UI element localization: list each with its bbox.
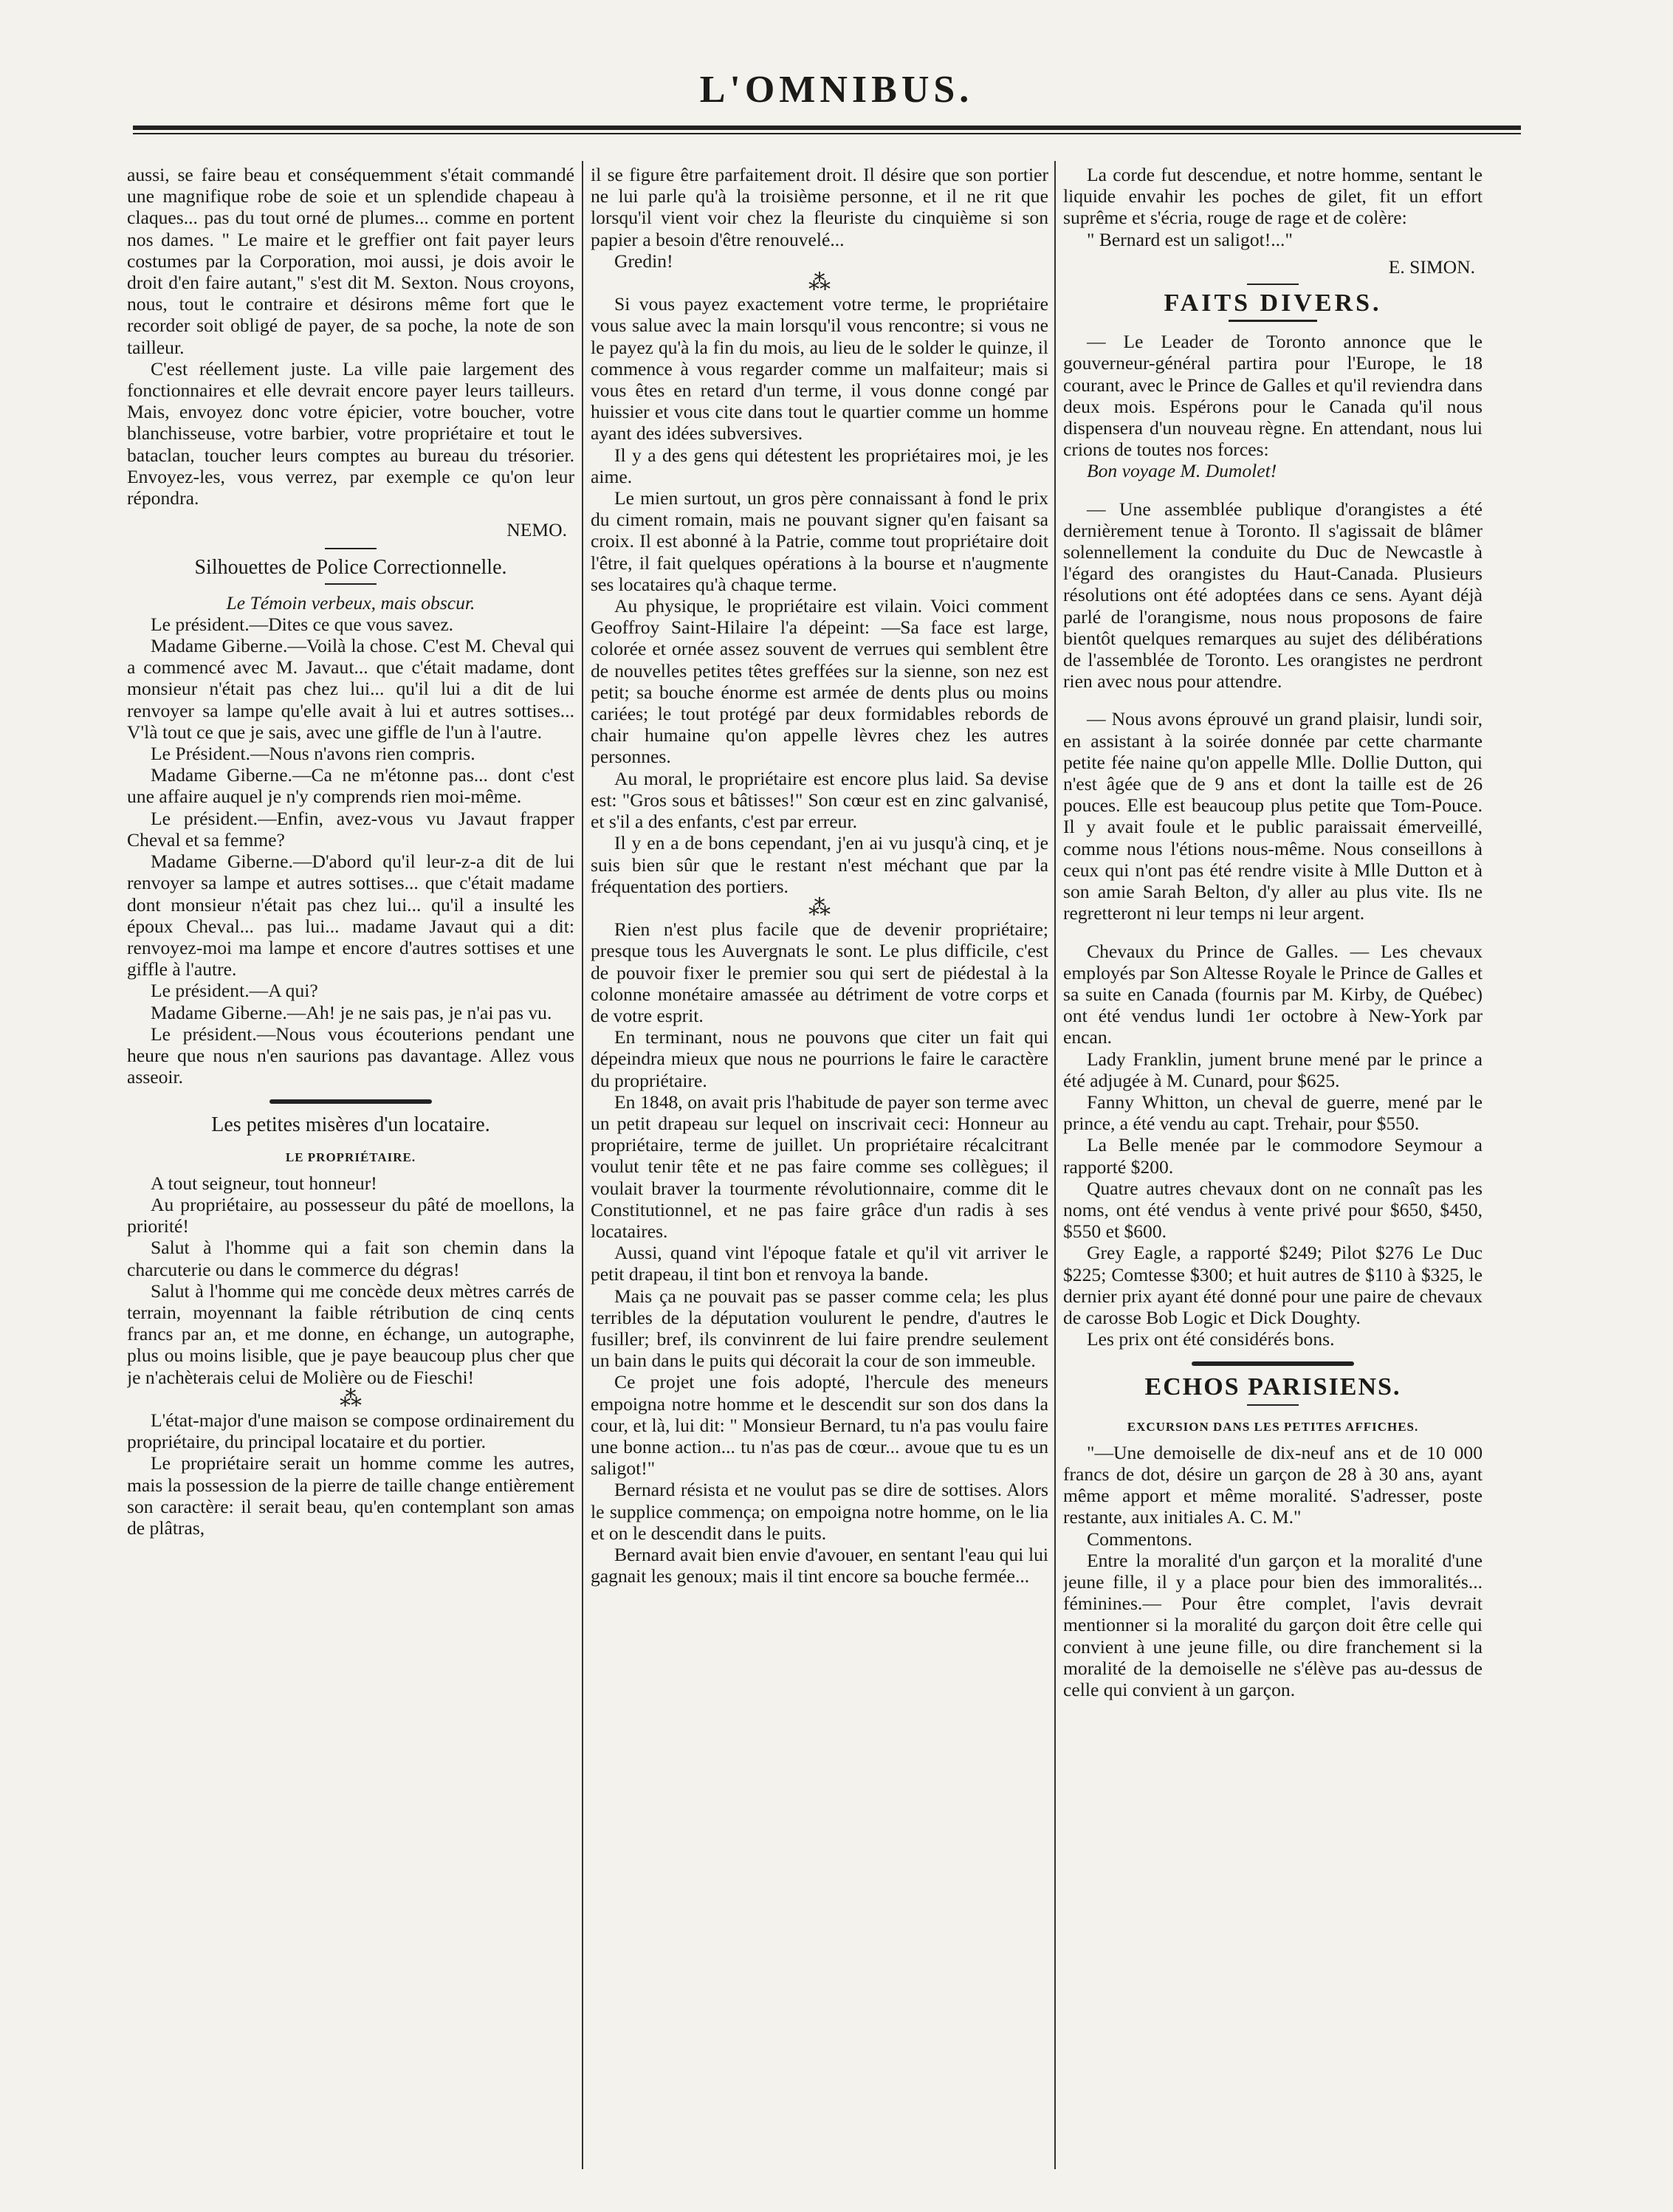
- news-item: Quatre autres chevaux dont on ne connaît pas les noms, ont été vendus à vente privé pour $650, $450, $550 et $600.: [1063, 1177, 1483, 1243]
- column-3: [1063, 164, 1483, 2172]
- news-item: Grey Eagle, a rapporté $249; Pilot $276 Le Duc $225; Comtesse $300; et huit autres de $110 à $325, le dernier prix ayant été donné pour une paire de chevaux de carosse Bob Logic et Dick Doughty.: [1063, 1242, 1483, 1328]
- section-separator: [1247, 1404, 1299, 1406]
- section-heading: Silhouettes de Police Correctionnelle.: [194, 556, 507, 580]
- article-paragraph: Le propriétaire serait un homme comme les autres, mais la possession de la pierre de taille change entièrement son caractère: il serait beau, qu'en contemplant son amas de plâtras,: [127, 1452, 574, 1539]
- article-paragraph: il se figure être parfaitement droit. Il désire que son portier ne lui parle qu'à la troisième personne, et il ne rit que lorsqu'il vient voir chez la fleuriste du cinquième si son papier a besoin d'être renouvelé...: [591, 164, 1048, 250]
- dialogue-line: Le président.—Enfin, avez-vous vu Javaut frapper Cheval et sa femme?: [127, 807, 574, 851]
- article-paragraph: Salut à l'homme qui a fait son chemin dans la charcuterie ou dans le commerce du dégras!: [127, 1237, 574, 1280]
- section-heading: FAITS DIVERS.: [1164, 289, 1382, 317]
- section-subheading: EXCURSION DANS LES PETITES AFFICHES.: [1127, 1419, 1419, 1434]
- dialogue-line: Le président.—Dites ce que vous savez.: [151, 613, 454, 635]
- spacer: [1063, 692, 1483, 708]
- article-paragraph: A tout seigneur, tout honneur!: [151, 1172, 377, 1194]
- author-signature: NEMO.: [506, 519, 567, 541]
- dialogue-line: Madame Giberne.—D'abord qu'il leur-z-a dit de lui renvoyer sa lampe et autres sottises... que c'était madame dont monsieur n'était pas chez lui... qu'il a insulté les époux Cheval... pas lui... madame Javaut qui a dit: renvoyez-moi ma lampe et encore d'autres sottises et une giffle à l'autre.: [127, 851, 574, 980]
- article-paragraph: Au moral, le propriétaire est encore plus laid. Sa devise est: "Gros sous et bâtisses!" Son cœur est en zinc galvanisé, et s'il a des enfants, c'est par erreur.: [591, 767, 1048, 833]
- spacer: [1063, 482, 1483, 498]
- article-paragraph: Bernard résista et ne voulut pas se dire de sottises. Alors le supplice commença; on empoigna notre homme, on le lia et on le descendit dans le puits.: [591, 1479, 1048, 1544]
- article-paragraph: " Bernard est un saligot!...": [1087, 228, 1293, 250]
- asterism: ⁂: [340, 1386, 362, 1411]
- article-paragraph: aussi, se faire beau et conséquemment s'était commandé une magnifique robe de soie et un splendide chapeau à claques... pas du tout orné de plumes... comme en portent nos dames. " Le maire et le greffier ont fait payer leurs costumes par la Corporation, moi aussi, je dois avoir le droit d'en faire autant," s'est dit M. Sexton. Nous croyons, nous, tout le contraire et désirons même fort que le recorder soit obligé de payer, de sa poche, la note de son tailleur.: [127, 164, 574, 358]
- asterism: ⁂: [808, 270, 831, 295]
- article-paragraph: Mais ça ne pouvait pas se passer comme cela; les plus terribles de la députation voulurent le pendre, d'autres le fusiller; bref, ils convinrent de lui faire prendre seulement un bain dans le puits qui décorait la cour de son immeuble.: [591, 1285, 1048, 1372]
- column-1: [127, 164, 574, 2172]
- article-paragraph: Si vous payez exactement votre terme, le propriétaire vous salue avec la main lorsqu'il vous rencontre; si vous ne le payez qu'à la fin du mois, au lieu de le solder le quinze, il commence à vous regarder comme un malfaiteur; mais si vous êtes en retard d'un terme, il vous donne congé par huissier et vous cite dans tout le quartier comme un homme ayant des idées subversives.: [591, 293, 1048, 444]
- article-paragraph: Il y a des gens qui détestent les propriétaires moi, je les aime.: [591, 444, 1048, 487]
- masthead-title: L'OMNIBUS.: [699, 69, 974, 111]
- article-paragraph: La corde fut descendue, et notre homme, sentant le liquide envahir les poches de gilet, fit un effort suprême et s'écria, rouge de rage et de colère:: [1063, 164, 1483, 229]
- dialogue-line: Madame Giberne.—Ah! je ne sais pas, je n'ai pas vu.: [151, 1001, 552, 1023]
- section-subheading: Le Témoin verbeux, mais obscur.: [226, 591, 475, 614]
- dialogue-line: Madame Giberne.—Voilà la chose. C'est M. Cheval qui a commencé avec M. Javaut... que c'était madame, dont monsieur n'était pas chez lui... qu'il lui a dit de lui renvoyer sa lampe qu'elle avait à lui et autres sottises... V'là tout ce que je sais, avec une giffle de l'un à l'autre.: [127, 635, 574, 743]
- article-paragraph: Le mien surtout, un gros père connaissant à fond le prix du ciment romain, mais ne pouvant signer qu'en faisant sa croix. Il est abonné à la Patrie, comme tout propriétaire doit l'être, il fait quelques opérations à la bourse et n'augmente ses locataires qu'à chaque terme.: [591, 487, 1048, 595]
- section-separator: [269, 1099, 432, 1104]
- dialogue-line: Le Président.—Nous n'avons rien compris.: [151, 743, 475, 765]
- dialogue-line: Madame Giberne.—Ca ne m'étonne pas... dont c'est une affaire auquel je n'y comprends rien moi-même.: [127, 764, 574, 808]
- spacer: [1063, 924, 1483, 941]
- column-2: [591, 164, 1048, 2172]
- article-paragraph: Commentons.: [1087, 1528, 1192, 1550]
- dialogue-line: Le président.—A qui?: [151, 980, 318, 1002]
- section-separator: [325, 583, 377, 585]
- news-item: La Belle menée par le commodore Seymour a rapporté $200.: [1063, 1134, 1483, 1178]
- classified-quote: "—Une demoiselle de dix-neuf ans et de 10 000 francs de dot, désire un garçon de 28 à 30 ans, ayant même apport et même moralité. S'adresser, poste restante, aux initiales A. C. M.": [1063, 1441, 1483, 1528]
- section-separator: [1192, 1361, 1354, 1366]
- article-paragraph: Salut à l'homme qui me concède deux mètres carrés de terrain, moyennant la faible rétribution de cinq cents francs par an, et me donne, en échange, un autographe, plus ou moins lisible, que je paye beaucoup plus cher que je n'achèterais celui de Molière ou de Fieschi!: [127, 1280, 574, 1388]
- news-item-exclamation: Bon voyage M. Dumolet!: [1087, 460, 1277, 482]
- article-paragraph: Rien n'est plus facile que de devenir propriétaire; presque tous les Auvergnats le sont. Le plus difficile, c'est de pouvoir fixer le premier sou qui sert de piédestal à la colonne monétaire amassée au détriment de votre corps et de votre esprit.: [591, 918, 1048, 1026]
- dialogue-line: Le président.—Nous vous écouterions pendant une heure que nous n'en saurions pas davantage. Allez vous asseoir.: [127, 1023, 574, 1088]
- article-paragraph: En terminant, nous ne pouvons que citer un fait qui dépeindra mieux que nous ne pourrions le faire le caractère du propriétaire.: [591, 1026, 1048, 1091]
- article-paragraph: Entre la moralité d'un garçon et la moralité d'une jeune fille, il y a place pour bien des immoralités... féminines.— Pour être complet, l'avis devrait mentionner si la moralité du garçon doit être celle qui convient à une jeune fille, ou dire franchement si la moralité de la demoiselle ne s'élève pas au-dessus de celle qui convient à un garçon.: [1063, 1549, 1483, 1700]
- section-separator: [325, 548, 377, 549]
- asterism: ⁂: [808, 895, 831, 920]
- news-item: Les prix ont été considérés bons.: [1087, 1328, 1335, 1350]
- article-paragraph: Au physique, le propriétaire est vilain. Voici comment Geoffroy Saint-Hilaire l'a dépeint: —Sa face est large, colorée et ornée assez souvent de verrues qui semblent être de nouvelles petites têtes greffées sur la sienne, son nez est petit; sa bouche énorme est armée de dents plus ou moins cariées; le tout protégé par deux formidables rebords de chair humaine qu'on appelle lèvres chez les autres personnes.: [591, 595, 1048, 768]
- section-separator: [1229, 320, 1317, 322]
- news-item: — Le Leader de Toronto annonce que le gouverneur-général partira pour l'Europe, le 18 courant, avec le Prince de Galles et qu'il reviendra dans deux mois. Espérons pour le Canada qu'il nous dispensera d'un nouveau règne. En attendant, nous lui crions de toutes nos forces:: [1063, 331, 1483, 461]
- masthead-rule: [133, 126, 1521, 130]
- author-signature: E. SIMON.: [1388, 255, 1475, 278]
- article-paragraph: Au propriétaire, au possesseur du pâté de moellons, la priorité!: [127, 1193, 574, 1237]
- article-paragraph: L'état-major d'une maison se compose ordinairement du propriétaire, du principal locataire et du portier.: [127, 1409, 574, 1453]
- article-paragraph: C'est réellement juste. La ville paie largement des fonctionnaires et elle devrait encore payer leurs tailleurs. Mais, envoyez donc votre épicier, votre boucher, votre blanchisseuse, votre barbier, votre propriétaire et tout le bataclan, toucher leurs comptes au bureau du trésorier. Envoyez-les, vous verrez, par exemple ce qu'on leur répondra.: [127, 357, 574, 509]
- section-heading: ECHOS PARISIENS.: [1144, 1373, 1401, 1401]
- news-item: Chevaux du Prince de Galles. — Les chevaux employés par Son Altesse Royale le Prince de Galles et sa suite en Canada (fournis par M. Kirby, de Québec) ont été vendus lundi 1er octobre à New-York par encan.: [1063, 940, 1483, 1048]
- news-item: — Nous avons éprouvé un grand plaisir, lundi soir, en assistant à la soirée donnée par cette charmante petite fée naine qu'on appelle Mlle. Dollie Dutton, qui n'est âgée que de 9 ans et dont la taille est de 26 pouces. Elle est beaucoup plus petite que Tom-Pouce. Il y avait foule et le public paraissait émerveillé, comme nous l'étions nous-même. Nous conseillons à ceux qui n'ont pas été rendre visite à Mlle Dutton et à son amie Sarah Belton, d'y aller au plus vite. Ils ne regretteront ni leur temps ni leur argent.: [1063, 708, 1483, 924]
- column-divider: [582, 161, 583, 2169]
- section-heading: Les petites misères d'un locataire.: [211, 1113, 490, 1137]
- column-divider: [1054, 161, 1056, 2169]
- article-paragraph: Gredin!: [614, 250, 673, 272]
- masthead-rule-thin: [133, 133, 1521, 134]
- article-paragraph: Il y en a de bons cependant, j'en ai vu jusqu'à cinq, et je suis bien sûr que le restant n'est méchant que par la fréquentation des portiers.: [591, 832, 1048, 897]
- news-item: Fanny Whitton, un cheval de guerre, mené par le prince, a été vendu au capt. Trehair, pour $550.: [1063, 1090, 1483, 1135]
- article-paragraph: En 1848, on avait pris l'habitude de payer son terme avec un petit drapeau sur lequel on inscrivait ceci: Honneur au propriétaire, terme de juillet. Un propriétaire récalcitrant voulut tenir tête et ne pas faire comme ses collègues; il voulait braver la tourmente révolutionnaire, comme dit le Constitutionnel, et ne pas faire grâce d'un radis à ses locataires.: [591, 1090, 1048, 1242]
- article-paragraph: Ce projet une fois adopté, l'hercule des meneurs empoigna notre homme et le descendit sur son dos dans la cour, et là, lui dit: " Monsieur Bernard, tu n'a pas voulu faire une bonne action... tu n'as pas de cœur... avoue que tu es un saligot!": [591, 1371, 1048, 1480]
- section-separator: [1247, 284, 1299, 285]
- news-item: Lady Franklin, jument brune mené par le prince a été adjugée à M. Cunard, pour $625.: [1063, 1048, 1483, 1091]
- article-paragraph: Aussi, quand vint l'époque fatale et qu'il vit arriver le petit drapeau, il tint bon et renvoya la bande.: [591, 1242, 1048, 1285]
- news-item: — Une assemblée publique d'orangistes a été dernièrement tenue à Toronto. Il s'agissait de blâmer solennellement la conduite du Duc de Newcastle à l'égard des orangistes du Haut-Canada. Plusieurs résolutions ont été adoptées dans ce sens. Ayant déjà parlé de l'orangisme, nous nous proposons de faire bientôt quelques remarques au sujet des délibérations de l'assemblée de Toronto. Les orangistes ne perdront rien avec nous pour attendre.: [1063, 498, 1483, 693]
- article-paragraph: Bernard avait bien envie d'avouer, en sentant l'eau qui lui gagnait les genoux; mais il tint encore sa bouche fermée...: [591, 1544, 1048, 1587]
- section-subheading: LE PROPRIÉTAIRE.: [285, 1150, 416, 1164]
